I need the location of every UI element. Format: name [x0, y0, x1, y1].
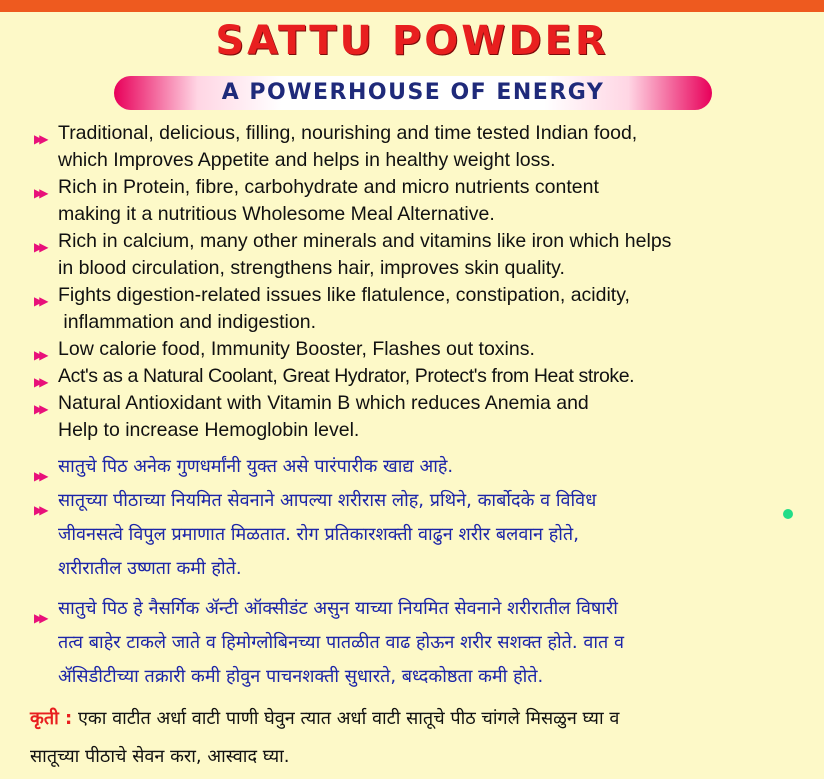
page-title: SATTU POWDER: [215, 18, 609, 64]
list-item: ▶▶ Rich in Protein, fibre, carbohydrate and micro nutrients content making it a nutritious Wholesome Meal Alternative.: [34, 176, 599, 225]
double-right-arrow-icon: ▶▶: [34, 132, 45, 146]
double-right-arrow-icon: ▶▶: [34, 611, 45, 625]
list-item: ▶▶ Traditional, delicious, filling, nourishing and time tested Indian food, which Improves Appetite and helps in healthy weight loss.: [34, 122, 638, 171]
list-item: ▶▶ Natural Antioxidant with Vitamin B which reduces Anemia and Help to increase Hemoglobin level.: [34, 392, 589, 441]
method-line-1: एका वाटीत अर्धा वाटी पाणी घेवुन त्यात अर्धा वाटी सातूचे पीठ चांगले मिसळुन घ्या व: [77, 708, 620, 729]
method-instructions: [30, 700, 820, 776]
double-right-arrow-icon: ▶▶: [34, 294, 45, 308]
benefits-list: [34, 120, 814, 694]
double-right-arrow-icon: ▶▶: [34, 503, 45, 517]
top-color-bar: [0, 0, 824, 12]
list-item: ▶▶ Low calorie food, Immunity Booster, Flashes out toxins.: [34, 336, 814, 363]
double-right-arrow-icon: ▶▶: [34, 348, 45, 362]
method-line-2: सातूच्या पीठाचे सेवन करा, आस्वाद घ्या.: [30, 746, 290, 767]
list-item: ▶▶ Fights digestion-related issues like flatulence, constipation, acidity, inflammation and indigestion.: [34, 284, 630, 333]
method-label: कृती :: [30, 708, 73, 729]
double-right-arrow-icon: ▶▶: [34, 375, 45, 389]
double-right-arrow-icon: ▶▶: [34, 402, 45, 416]
list-item: ▶▶ Act's as a Natural Coolant, Great Hydrator, Protect's from Heat stroke.: [34, 363, 814, 390]
list-item: ▶▶ सातूच्या पीठाच्या नियमित सेवनाने आपल्या शरीरास लोह, प्रथिने, कार्बोदके व विविध जीवनसत्वे विपुल प्रमाणात मिळतात. रोग प्रतिकारशक्ती वाढुन शरीर बलवान होते, शरीरातील उष्णता कमी होते.: [34, 490, 597, 579]
list-item: ▶▶ Rich in calcium, many other minerals and vitamins like iron which helps in blood circulation, strengthens hair, improves skin quality.: [34, 230, 672, 279]
green-dot-decoration: [783, 509, 793, 519]
double-right-arrow-icon: ▶▶: [34, 469, 45, 483]
list-item: ▶▶ सातुचे पिठ अनेक गुणधर्मांनी युक्त असे पारंपारीक खाद्य आहे.: [34, 450, 814, 484]
list-item: ▶▶ सातुचे पिठ हे नैसर्गिक ॲन्टी ऑक्सीडंट असुन याच्या नियमित सेवनाने शरीरातील विषारी तत्व बाहेर टाकले जाते व हिमोग्लोबिनच्या पातळीत वाढ होऊन शरीर सशक्त होते. वात व ॲसिडीटीच्या तक्रारी कमी होवुन पाचनशक्ती सुधारते, बध्दकोष्ठता कमी होते.: [34, 598, 625, 687]
double-right-arrow-icon: ▶▶: [34, 240, 45, 254]
double-right-arrow-icon: ▶▶: [34, 186, 45, 200]
page-subtitle: A POWERHOUSE OF ENERGY: [221, 80, 605, 105]
